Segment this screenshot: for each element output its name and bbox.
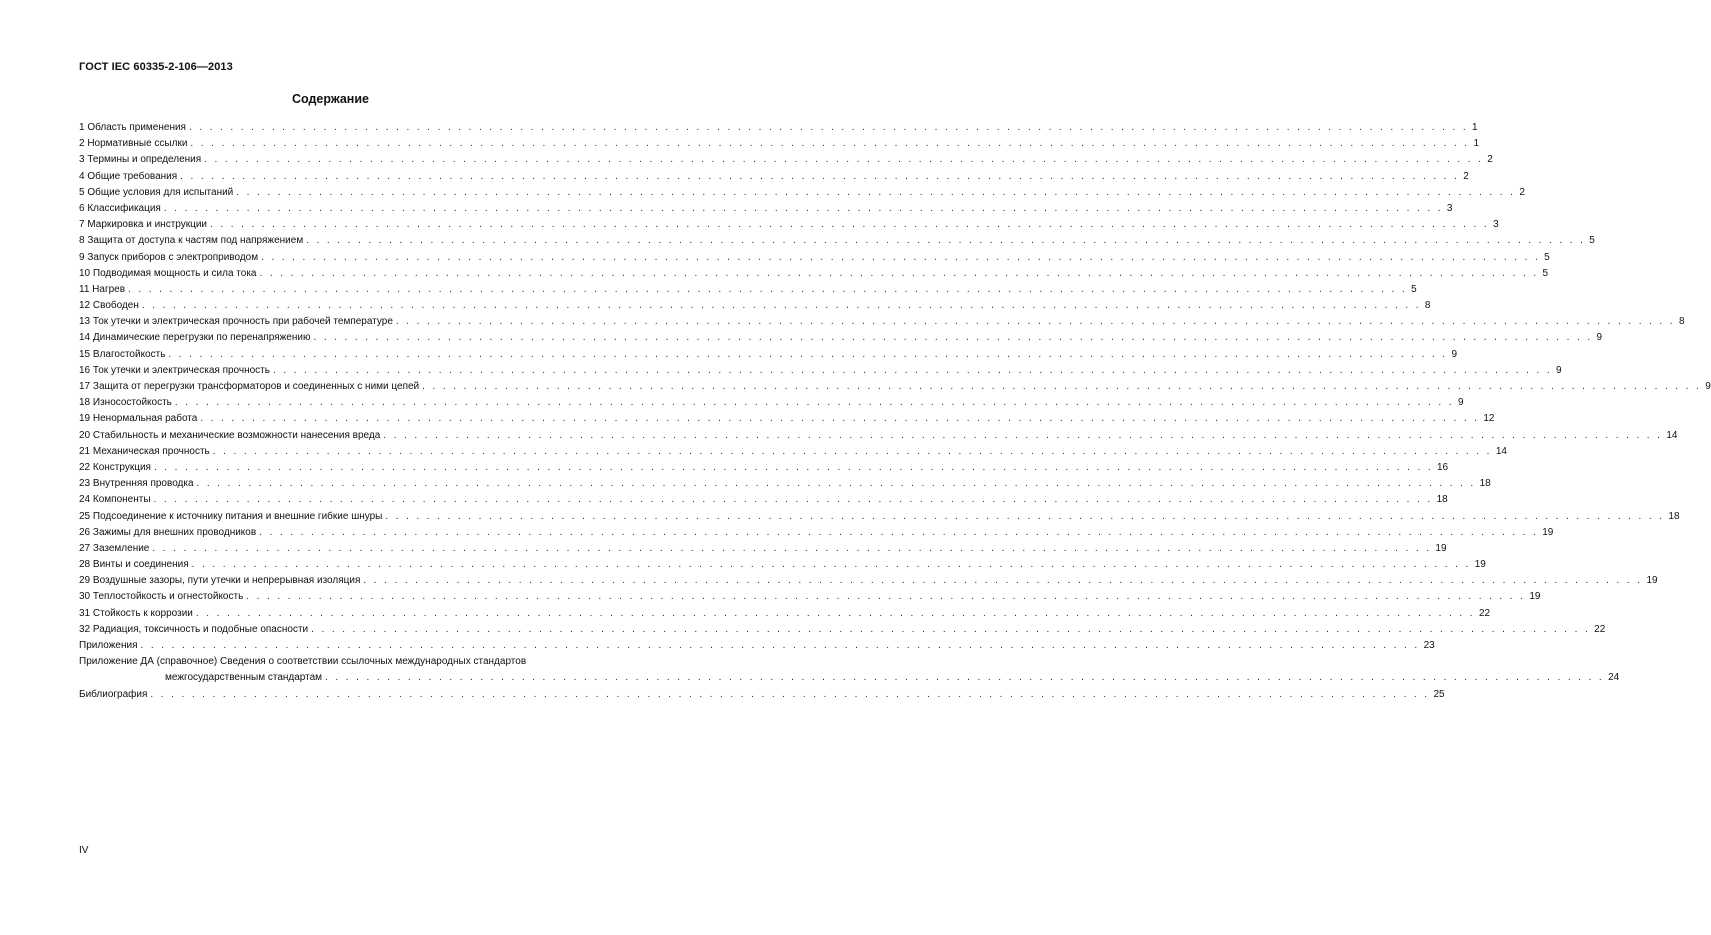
toc-entry-title: 2 Нормативные ссылки — [79, 138, 188, 150]
toc-entry-title: межгосударственным стандартам — [165, 672, 323, 684]
toc-entry-page: 18 — [1436, 494, 1448, 506]
toc-entry-page: 19 — [1529, 591, 1541, 603]
toc-entry-title: 16 Ток утечки и электрическая прочность — [79, 364, 270, 376]
toc-entry-title: 15 Влагостойкость — [79, 348, 166, 360]
toc-entry-page: 18 — [1479, 478, 1491, 490]
toc-dot-leader: . . . . . . . . . . . . . . . . . . . . . . . . . . . . . . . . . . . . . . . . . . . . . . . . . . . . . . . . . . . . . . . . . . . . . . . . . . . . . . . . . . . . . . . . . . . . . . . . . . . . . . . . . . . . . . . . . . . . . . . . . . . . — [152, 542, 1432, 554]
toc-dot-leader: . . . . . . . . . . . . . . . . . . . . . . . . . . . . . . . . . . . . . . . . . . . . . . . . . . . . . . . . . . . . . . . . . . . . . . . . . . . . . . . . . . . . . . . . . . . . . . . . . . . . . . . . . . . . . . . . . . . . . . . . . . . . — [191, 559, 1471, 571]
toc-entry-page: 5 — [1589, 235, 1595, 247]
toc-entry[interactable] — [79, 541, 1447, 557]
toc-dot-leader: . . . . . . . . . . . . . . . . . . . . . . . . . . . . . . . . . . . . . . . . . . . . . . . . . . . . . . . . . . . . . . . . . . . . . . . . . . . . . . . . . . . . . . . . . . . . . . . . . . . . . . . . . . . . . . . . . . . . . . . . . . . . — [311, 623, 1591, 635]
toc-dot-leader: . . . . . . . . . . . . . . . . . . . . . . . . . . . . . . . . . . . . . . . . . . . . . . . . . . . . . . . . . . . . . . . . . . . . . . . . . . . . . . . . . . . . . . . . . . . . . . . . . . . . . . . . . . . . . . . . . . . . . . . . . . . . — [190, 138, 1470, 150]
toc-entry-page: 1 — [1473, 138, 1480, 150]
toc-entry[interactable] — [79, 250, 1550, 266]
toc-dot-leader: . . . . . . . . . . . . . . . . . . . . . . . . . . . . . . . . . . . . . . . . . . . . . . . . . . . . . . . . . . . . . . . . . . . . . . . . . . . . . . . . . . . . . . . . . . . . . . . . . . . . . . . . . . . . . . . . . . . . . . . . . . . . — [210, 219, 1490, 231]
toc-dot-leader: . . . . . . . . . . . . . . . . . . . . . . . . . . . . . . . . . . . . . . . . . . . . . . . . . . . . . . . . . . . . . . . . . . . . . . . . . . . . . . . . . . . . . . . . . . . . . . . . . . . . . . . . . . . . . . . . . . . . . . . . . . . . — [188, 122, 1469, 133]
toc-dot-leader: . . . . . . . . . . . . . . . . . . . . . . . . . . . . . . . . . . . . . . . . . . . . . . . . . . . . . . . . . . . . . . . . . . . . . . . . . . . . . . . . . . . . . . . . . . . . . . . . . . . . . . . . . . . . . . . . . . . . . . . . . . . . — [261, 251, 1541, 263]
toc-entry-page: 22 — [1594, 623, 1606, 635]
toc-dot-leader: . . . . . . . . . . . . . . . . . . . . . . . . . . . . . . . . . . . . . . . . . . . . . . . . . . . . . . . . . . . . . . . . . . . . . . . . . . . . . . . . . . . . . . . . . . . . . . . . . . . . . . . . . . . . . . . . . . . . . . . . . . . . — [313, 332, 1593, 344]
toc-entry-page: 22 — [1478, 607, 1491, 619]
toc-dot-leader: . . . . . . . . . . . . . . . . . . . . . . . . . . . . . . . . . . . . . . . . . . . . . . . . . . . . . . . . . . . . . . . . . . . . . . . . . . . . . . . . . . . . . . . . . . . . . . . . . . . . . . . . . . . . . . . . . . . . . . . . . . . . — [306, 235, 1586, 247]
toc-entry-page: 24 — [1608, 672, 1620, 684]
toc-entry[interactable] — [79, 411, 1495, 427]
toc-dot-leader: . . . . . . . . . . . . . . . . . . . . . . . . . . . . . . . . . . . . . . . . . . . . . . . . . . . . . . . . . . . . . . . . . . . . . . . . . . . . . . . . . . . . . . . . . . . . . . . . . . . . . . . . . . . . . . . . . . . . . . . . . . . . — [163, 202, 1443, 214]
toc-entry[interactable] — [79, 557, 1486, 573]
toc-entry-annex-da[interactable] — [79, 654, 613, 670]
toc-entry-page: 23 — [1423, 640, 1435, 651]
toc-entry-title: 21 Механическая прочность — [79, 445, 210, 457]
toc-dot-leader: . . . . . . . . . . . . . . . . . . . . . . . . . . . . . . . . . . . . . . . . . . . . . . . . . . . . . . . . . . . . . . . . . . . . . . . . . . . . . . . . . . . . . . . . . . . . . . . . . . . . . . . . . . . . . . . . . . . . . . . . . . . . — [128, 283, 1408, 295]
toc-dot-leader: . . . . . . . . . . . . . . . . . . . . . . . . . . . . . . . . . . . . . . . . . . . . . . . . . . . . . . . . . . . . . . . . . . . . . . . . . . . . . . . . . . . . . . . . . . . . . . . . . . . . . . . . . . . . . . . . . . . . . . . . . . . . — [141, 300, 1421, 312]
toc-entry-page: 1 — [1472, 122, 1478, 133]
toc-dot-leader: . . . . . . . . . . . . . . . . . . . . . . . . . . . . . . . . . . . . . . . . . . . . . . . . . . . . . . . . . . . . . . . . . . . . . . . . . . . . . . . . . . . . . . . . . . . . . . . . . . . . . . . . . . . . . . . . . . . . . . . . . . . . — [236, 186, 1516, 198]
toc-dot-leader: . . . . . . . . . . . . . . . . . . . . . . . . . . . . . . . . . . . . . . . . . . . . . . . . . . . . . . . . . . . . . . . . . . . . . . . . . . . . . . . . . . . . . . . . . . . . . . . . . . . . . . . . . . . . . . . . . . . . . . . . . . . . — [196, 478, 1476, 490]
toc-dot-leader: . . . . . . . . . . . . . . . . . . . . . . . . . . . . . . . . . . . . . . . . . . . . . . . . . . . . . . . . . . . . . . . . . . . . . . . . . . . . . . . . . . . . . . . . . . . . . . . . . . . . . . . . . . . . . . . . . . . . . . . . . . . . — [395, 316, 1675, 328]
toc-entry-title: 28 Винты и соединения — [79, 559, 189, 571]
toc-entry[interactable] — [79, 298, 1431, 314]
toc-dot-leader: . . . . . . . . . . . . . . . . . . . . . . . . . . . . . . . . . . . . . . . . . . . . . . . . . . . . . . . . . . . . . . . . . . . . . . . . . . . . . . . . . . . . . . . . . . . . . . . . . . . . . . . . . . . . . . . . . . . . . . . . . . . . — [259, 526, 1539, 538]
toc-entry-page: 9 — [1457, 397, 1464, 409]
toc-entry[interactable] — [79, 476, 1491, 492]
toc-entry[interactable] — [79, 152, 1493, 168]
toc-entry[interactable] — [79, 282, 1417, 298]
toc-entry[interactable] — [79, 169, 1469, 185]
toc-entry-page: 9 — [1705, 381, 1711, 392]
toc-dot-leader: . . . . . . . . . . . . . . . . . . . . . . . . . . . . . . . . . . . . . . . . . . . . . . . . . . . . . . . . . . . . . . . . . . . . . . . . . . . . . . . . . . . . . . . . . . . . . . . . . . . . . . . . . . . . . . . . . . . . . . . . . . . . — [153, 461, 1433, 473]
toc-dot-leader: . . . . . . . . . . . . . . . . . . . . . . . . . . . . . . . . . . . . . . . . . . . . . . . . . . . . . . . . . . . . . . . . . . . . . . . . . . . . . . . . . . . . . . . . . . . . . . . . . . . . . . . . . . . . . . . . . . . . . . . . . . . . — [180, 170, 1460, 182]
toc-entry-title: 22 Конструкция — [79, 461, 151, 473]
toc-title: Содержание — [291, 92, 369, 106]
toc-dot-leader: . . . . . . . . . . . . . . . . . . . . . . . . . . . . . . . . . . . . . . . . . . . . . . . . . . . . . . . . . . . . . . . . . . . . . . . . . . . . . . . . . . . . . . . . . . . . . . . . . . . . . . . . . . . . . . . . . . . . . . . . . . . . — [385, 510, 1665, 522]
toc-entry-page: 19 — [1474, 559, 1486, 571]
toc-entry-title: 25 Подсоединение к источнику питания и внешние гибкие шнуры — [79, 510, 383, 522]
toc-entry-page: 8 — [1678, 316, 1685, 328]
toc-entry-title: 1 Область применения — [79, 122, 186, 133]
toc-entry[interactable] — [79, 492, 1448, 508]
toc-entry[interactable] — [79, 347, 1458, 363]
toc-entry-title: 26 Зажимы для внешних проводников — [79, 526, 257, 538]
toc-entry-page: 9 — [1451, 348, 1458, 360]
toc-entry-title: 30 Теплостойкость и огнестойкость — [79, 591, 244, 603]
toc-entry-page: 3 — [1446, 202, 1453, 214]
toc-entries — [79, 120, 1711, 654]
toc-entry-title: Библиография — [79, 688, 148, 700]
toc-dot-leader: . . . . . . . . . . . . . . . . . . . . . . . . . . . . . . . . . . . . . . . . . . . . . . . . . . . . . . . . . . . . . . . . . . . . . . . . . . . . . . . . . . . . . . . . . . . . . . . . . . . . . . . . . . . . . . . . . . . . . . . . . . . . — [246, 591, 1526, 603]
toc-entry-bibliography[interactable] — [79, 687, 1445, 703]
toc-entry-title: 24 Компоненты — [79, 494, 151, 506]
toc-dot-leader: . . . . . . . . . . . . . . . . . . . . . . . . . . . . . . . . . . . . . . . . . . . . . . . . . . . . . . . . . . . . . . . . . . . . . . . . . . . . . . . . . . . . . . . . . . . . . . . . . . . . . . . . . . . . . . . . . . . . . . . . . . . . — [383, 429, 1663, 441]
page-number: IV — [79, 845, 89, 856]
toc-entry-title: 5 Общие условия для испытаний — [79, 186, 234, 198]
toc-entry[interactable] — [79, 460, 1449, 476]
toc-dot-leader: . . . . . . . . . . . . . . . . . . . . . . . . . . . . . . . . . . . . . . . . . . . . . . . . . . . . . . . . . . . . . . . . . . . . . . . . . . . . . . . . . . . . . . . . . . . . . . . . . . . . . . . . . . . . . . . . . . . . . . . . . . . . — [200, 413, 1480, 425]
toc-entry-title: 17 Защита от перегрузки трансформаторов и соединенных с ними цепей — [79, 381, 420, 392]
toc-entry-title: 3 Термины и определения — [79, 154, 202, 166]
toc-entry[interactable] — [79, 573, 1658, 589]
table-of-contents — [79, 120, 1711, 703]
toc-entry-page: 19 — [1646, 575, 1658, 587]
toc-entry-page: 9 — [1596, 332, 1603, 344]
toc-entry-page: 2 — [1463, 170, 1469, 182]
toc-entry[interactable] — [79, 136, 1480, 152]
toc-entry[interactable] — [79, 363, 1562, 379]
toc-dot-leader: . . . . . . . . . . . . . . . . . . . . . . . . . . . . . . . . . . . . . . . . . . . . . . . . . . . . . . . . . . . . . . . . . . . . . . . . . . . . . . . . . . . . . . . . . . . . . . . . . . . . . . . . . . . . . . . . . . . . . . . . . . . . — [325, 672, 1605, 684]
toc-entry[interactable] — [79, 217, 1499, 233]
toc-entry-title: 9 Запуск приборов с электроприводом — [79, 251, 259, 263]
toc-entry-title: 8 Защита от доступа к частям под напряжением — [79, 235, 304, 247]
toc-entry-title: 23 Внутренняя проводка — [79, 478, 194, 490]
toc-entry-page: 8 — [1424, 300, 1431, 312]
toc-dot-leader: . . . . . . . . . . . . . . . . . . . . . . . . . . . . . . . . . . . . . . . . . . . . . . . . . . . . . . . . . . . . . . . . . . . . . . . . . . . . . . . . . . . . . . . . . . . . . . . . . . . . . . . . . . . . . . . . . . . . . . . . . . . . — [259, 267, 1539, 279]
toc-entry-title: Приложение ДА (справочное) Сведения о соответствии ссылочных международных стандартов — [79, 656, 527, 668]
toc-dot-leader: . . . . . . . . . . . . . . . . . . . . . . . . . . . . . . . . . . . . . . . . . . . . . . . . . . . . . . . . . . . . . . . . . . . . . . . . . . . . . . . . . . . . . . . . . . . . . . . . . . . . . . . . . . . . . . . . . . . . . . . . . . . . — [153, 494, 1433, 506]
toc-entry-page: 2 — [1487, 154, 1493, 166]
toc-entry-title: 32 Радиация, токсичность и подобные опасности — [79, 623, 309, 635]
toc-dot-leader: . . . . . . . . . . . . . . . . . . . . . . . . . . . . . . . . . . . . . . . . . . . . . . . . . . . . . . . . . . . . . . . . . . . . . . . . . . . . . . . . . . . . . . . . . . . . . . . . . . . . . . . . . . . . . . . . . . . . . . . . . . . . — [150, 688, 1430, 700]
toc-entry-title: Приложения — [79, 640, 138, 651]
toc-entry[interactable] — [79, 509, 1680, 525]
toc-entry[interactable] — [79, 622, 1606, 638]
toc-entry[interactable] — [79, 266, 1549, 282]
toc-entry[interactable] — [79, 606, 1491, 622]
toc-entry-page: 14 — [1495, 445, 1507, 457]
toc-entry-page: 25 — [1433, 688, 1445, 700]
toc-entry-title: 14 Динамические перегрузки по перенапряжению — [79, 332, 311, 344]
toc-entry[interactable] — [79, 638, 1435, 654]
toc-entry-page: 18 — [1668, 510, 1680, 522]
toc-entry-page: 5 — [1542, 267, 1549, 279]
toc-entry-title: 29 Воздушные зазоры, пути утечки и непрерывная изоляция — [79, 575, 361, 587]
toc-entry[interactable] — [79, 395, 1464, 411]
toc-entry-page: 12 — [1483, 413, 1495, 425]
toc-entry-page: 5 — [1544, 251, 1550, 263]
toc-entry[interactable] — [79, 233, 1595, 249]
toc-entry-title: 12 Свободен — [79, 300, 139, 312]
toc-entry-title: 10 Подводимая мощность и сила тока — [79, 267, 257, 279]
toc-entry-title: 20 Стабильность и механические возможности нанесения вреда — [79, 429, 381, 441]
toc-dot-leader: . . . . . . . . . . . . . . . . . . . . . . . . . . . . . . . . . . . . . . . . . . . . . . . . . . . . . . . . . . . . . . . . . . . . . . . . . . . . . . . . . . . . . . . . . . . . . . . . . . . . . . . . . . . . . . . . . . . . . . . . . . . . — [195, 607, 1475, 619]
toc-entry[interactable] — [79, 314, 1685, 330]
toc-entry[interactable] — [79, 201, 1453, 217]
toc-dot-leader: . . . . . . . . . . . . . . . . . . . . . . . . . . . . . . . . . . . . . . . . . . . . . . . . . . . . . . . . . . . . . . . . . . . . . . . . . . . . . . . . . . . . . . . . . . . . . . . . . . . . . . . . . . . . . . . . . . . . . . . . . . . . — [422, 381, 1702, 392]
toc-entry-title: 11 Нагрев — [79, 283, 126, 295]
toc-entry-page: 5 — [1411, 283, 1417, 295]
toc-entry-page: 9 — [1556, 364, 1562, 376]
toc-dot-leader: . . . . . . . . . . . . . . . . . . . . . . . . . . . . . . . . . . . . . . . . . . . . . . . . . . . . . . . . . . . . . . . . . . . . . . . . . . . . . . . . . . . . . . . . . . . . . . . . . . . . . . . . . . . . . . . . . . . . . . . . . . . . — [212, 445, 1492, 457]
toc-entry[interactable] — [79, 379, 1711, 395]
toc-entry[interactable] — [79, 120, 1478, 136]
toc-dot-leader: . . . . . . . . . . . . . . . . . . . . . . . . . . . . . . . . . . . . . . . . . . . . . . . . . . . . . . . . . . . . . . . . . . . . . . . . . . . . . . . . . . . . . . . . . . . . . . . . . . . . . . . . . . . . . . . . . . . . . . . . . . . . — [204, 154, 1484, 166]
toc-entry[interactable] — [79, 589, 1541, 605]
toc-entry[interactable] — [79, 330, 1603, 346]
toc-entry-title: 31 Стойкость к коррозии — [79, 607, 193, 619]
toc-entry[interactable] — [79, 428, 1678, 444]
toc-entry-title: 6 Классификация — [79, 202, 161, 214]
toc-entry-title: 4 Общие требования — [79, 170, 178, 182]
toc-dot-leader: . . . . . . . . . . . . . . . . . . . . . . . . . . . . . . . . . . . . . . . . . . . . . . . . . . . . . . . . . . . . . . . . . . . . . . . . . . . . . . . . . . . . . . . . . . . . . . . . . . . . . . . . . . . . . . . . . . . . . . . . . . . . — [363, 575, 1643, 587]
toc-dot-leader: . . . . . . . . . . . . . . . . . . . . . . . . . . . . . . . . . . . . . . . . . . . . . . . . . . . . . . . . . . . . . . . . . . . . . . . . . . . . . . . . . . . . . . . . . . . . . . . . . . . . . . . . . . . . . . . . . . . . . . . . . . . . — [140, 640, 1420, 651]
document-header: ГОСТ IEC 60335-2-106—2013 — [79, 61, 233, 73]
toc-entry-page: 19 — [1435, 542, 1447, 554]
toc-entry-annex-da-continuation[interactable] — [79, 670, 1620, 686]
toc-dot-leader: . . . . . . . . . . . . . . . . . . . . . . . . . . . . . . . . . . . . . . . . . . . . . . . . . . . . . . . . . . . . . . . . . . . . . . . . . . . . . . . . . . . . . . . . . . . . . . . . . . . . . . . . . . . . . . . . . . . . . . . . . . . . — [174, 397, 1454, 409]
toc-dot-leader: . . . . . . . . . . . . . . . . . . . . . . . . . . . . . . . . . . . . . . . . . . . . . . . . . . . . . . . . . . . . . . . . . . . . . . . . . . . . . . . . . . . . . . . . . . . . . . . . . . . . . . . . . . . . . . . . . . . . . . . . . . . . — [272, 364, 1553, 376]
toc-entry-page: 3 — [1493, 219, 1499, 231]
toc-entry-title: 19 Ненормальная работа — [79, 413, 198, 425]
toc-dot-leader: . . . . . . . . . . . . . . . . . . . . . . . . . . . . . . . . . . . . . . . . . . . . . . . . . . . . . . . . . . . . . . . . . . . . . . . . . . . . . . . . . . . . . . . . . . . . . . . . . . . . . . . . . . . . . . . . . . . . . . . . . . . . — [168, 348, 1448, 360]
toc-entry-title: 13 Ток утечки и электрическая прочность при рабочей температуре — [79, 316, 393, 328]
toc-entry-page: 19 — [1542, 526, 1554, 538]
toc-entry-page: 16 — [1437, 461, 1449, 473]
toc-entry-page: 2 — [1519, 186, 1525, 198]
toc-entry[interactable] — [79, 444, 1507, 460]
toc-entry-title: 18 Износостойкость — [79, 397, 172, 409]
toc-entry-title: 27 Заземление — [79, 542, 150, 554]
toc-entry-page: 14 — [1666, 429, 1678, 441]
toc-entry-title: 7 Маркировка и инструкции — [79, 219, 208, 231]
toc-entry[interactable] — [79, 525, 1554, 541]
toc-entry[interactable] — [79, 185, 1525, 201]
